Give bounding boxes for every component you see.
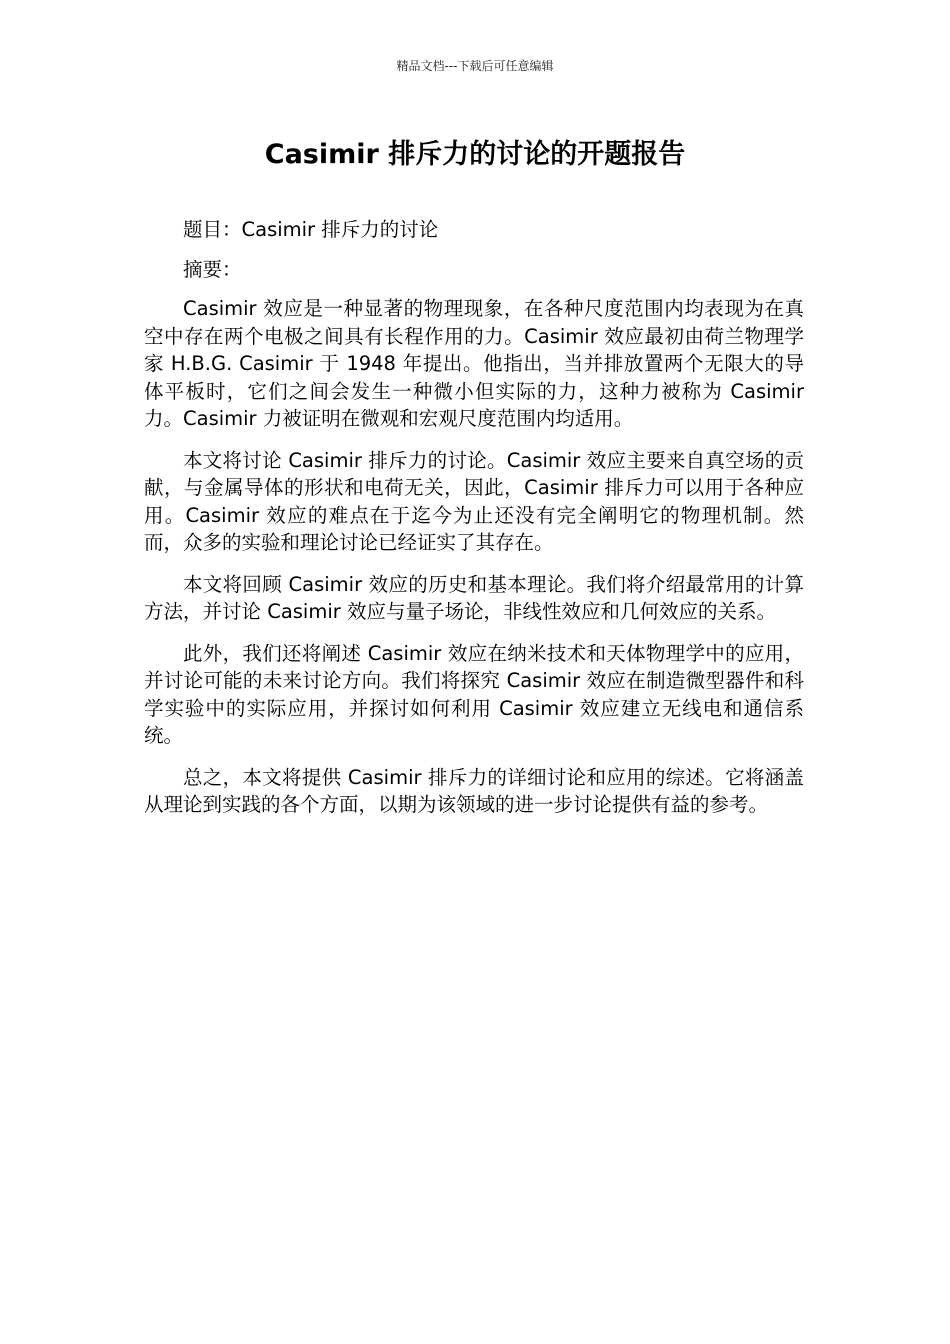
document-body [144, 216, 804, 833]
subject-line: 题目：Casimir 排斥力的讨论 [183, 218, 439, 241]
paragraph-4: 此外，我们还将阐述 Casimir 效应在纳米技术和天体物理学中的应用，并讨论可能的未来讨论方向。我们将探究 Casimir 效应在制造微型器件和科学实验中的实际应用，并探讨如何利用 Casimir 效应建立无线电和通信系统。 [144, 641, 804, 747]
document-title: Casimir 排斥力的讨论的开题报告 [264, 139, 686, 170]
paragraph-1: Casimir 效应是一种显著的物理现象，在各种尺度范围内均表现为在真空中存在两个电极之间具有长程作用的力。Casimir 效应最初由荷兰物理学家 H.B.G. Casimir 于 1948 年提出。他指出，当并排放置两个无限大的导体平板时，它们之间会发生一种微小但实际的力，这种力被称为 Casimir 力。Casimir 力被证明在微观和宏观尺度范围内均适用。 [144, 297, 804, 430]
abstract-label: 摘要： [183, 257, 242, 281]
paragraph-5: 总之，本文将提供 Casimir 排斥力的详细讨论和应用的综述。它将涵盖从理论到实践的各个方面，以期为该领域的进一步讨论提供有益的参考。 [144, 765, 804, 816]
page-header: 精品文档---下载后可任意编辑 [396, 59, 554, 73]
paragraph-3: 本文将回顾 Casimir 效应的历史和基本理论。我们将介绍最常用的计算方法，并讨论 Casimir 效应与量子场论，非线性效应和几何效应的关系。 [144, 572, 804, 623]
paragraph-2: 本文将讨论 Casimir 排斥力的讨论。Casimir 效应主要来自真空场的贡献，与金属导体的形状和电荷无关，因此，Casimir 排斥力可以用于各种应用。Casimir 效应的难点在于迄今为止还没有完全阐明它的物理机制。然而，众多的实验和理论讨论已经证实了其存在。 [144, 448, 804, 554]
